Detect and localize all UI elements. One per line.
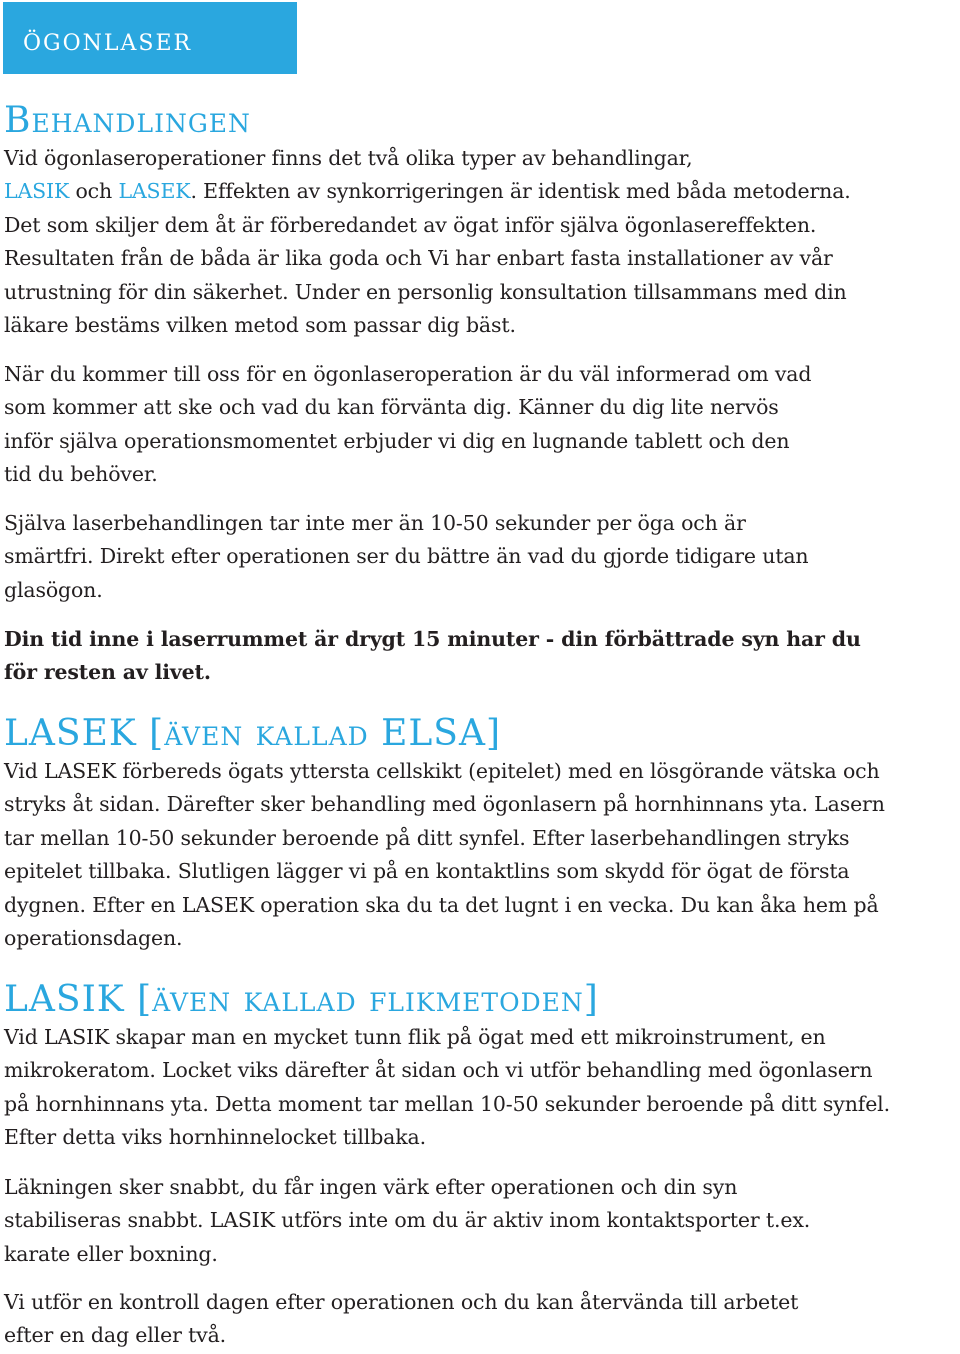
text-line: stryks åt sidan. Därefter sker behandling med ögonlasern på hornhinnans yta. Lasern — [4, 792, 885, 817]
text-line: tar mellan 10-50 sekunder beroende på ditt synfel. Efter laserbehandlingen stryks — [4, 825, 850, 850]
text-line: Själva laserbehandlingen tar inte mer än 10-50 sekunder per öga och är — [4, 511, 746, 535]
text-line: Vid LASEK förbereds ögats yttersta cellskikt (epitelet) med en lösgörande vätska och — [4, 759, 880, 783]
text-line: inför själva operationsmomentet erbjuder vi dig en lugnande tablett och den — [4, 428, 790, 453]
text-line: Vi utför en kontroll dagen efter operationen och du kan återvända till arbetet — [4, 1290, 799, 1314]
lasek-term: LASEK — [118, 179, 191, 204]
text-line: på hornhinnans yta. Detta moment tar mellan 10-50 sekunder beroende på ditt synfel. — [4, 1091, 890, 1116]
paragraph-behandlingen-duration — [4, 507, 960, 607]
text-line: läkare bestäms vilken metod som passar dig bäst. — [4, 313, 516, 338]
paragraph-lasik-healing — [4, 1171, 960, 1271]
text-line: Vid ögonlaseroperationer finns det två olika typer av behandlingar, — [4, 146, 693, 170]
heading-behandlingen: Behandlingen — [4, 100, 251, 141]
title-banner — [3, 2, 297, 74]
text-line: När du kommer till oss för en ögonlaseroperation är du väl informerad om vad — [4, 362, 812, 386]
text-line: stabiliseras snabbt. LASIK utförs inte om du är aktiv inom kontaktsporter t.ex. — [4, 1208, 811, 1233]
heading-lasik: LASIK [även kallad flikmetoden] — [4, 979, 599, 1020]
lasik-term: LASIK — [4, 179, 70, 204]
heading-lasek: LASEK [även kallad ELSA] — [4, 713, 502, 754]
text-line: smärtfri. Direkt efter operationen ser du bättre än vad du gjorde tidigare utan — [4, 544, 809, 569]
paragraph-behandlingen-arrival — [4, 358, 960, 492]
paragraph-lasik-method — [4, 1021, 960, 1155]
text-fragment: . Effekten av synkorrigeringen är identisk med båda metoderna. — [190, 179, 851, 204]
text-line: Det som skiljer dem åt är förberedandet av ögat inför själva ögonlasereffekten. — [4, 212, 817, 237]
text-line: epitelet tillbaka. Slutligen lägger vi på en kontaktlins som skydd för ögat de första — [4, 859, 850, 884]
text-line: Resultaten från de båda är lika goda och Vi har enbart fasta installationer av vår — [4, 246, 833, 271]
text-line: för resten av livet. — [4, 660, 211, 685]
text-line: efter en dag eller två. — [4, 1323, 227, 1348]
text-line: Efter detta viks hornhinnelocket tillbaka. — [4, 1125, 426, 1150]
text-line: dygnen. Efter en LASEK operation ska du ta det lugnt i en vecka. Du kan åka hem på — [4, 892, 879, 917]
text-line: karate eller boxning. — [4, 1241, 218, 1266]
text-line — [4, 175, 960, 208]
text-line: Din tid inne i laserrummet är drygt 15 minuter - din förbättrade syn har du — [4, 627, 861, 651]
page-title: ögonlaser — [23, 20, 193, 58]
paragraph-behandlingen-highlight — [4, 623, 960, 690]
text-line: utrustning för din säkerhet. Under en personlig konsultation tillsammans med din — [4, 279, 847, 304]
text-line: mikrokeratom. Locket viks därefter åt sidan och vi utför behandling med ögonlasern — [4, 1058, 873, 1083]
text-line: Läkningen sker snabbt, du får ingen värk efter operationen och din syn — [4, 1175, 738, 1199]
text-line: Vid LASIK skapar man en mycket tunn flik på ögat med ett mikroinstrument, en — [4, 1025, 826, 1049]
text-line: tid du behöver. — [4, 462, 158, 487]
text-fragment: och — [69, 179, 119, 204]
paragraph-behandlingen-intro — [4, 142, 960, 342]
paragraph-lasik-followup — [4, 1286, 960, 1353]
paragraph-lasek — [4, 755, 960, 955]
text-line: glasögon. — [4, 577, 103, 602]
text-line: som kommer att ske och vad du kan förvänta dig. Känner du dig lite nervös — [4, 395, 779, 420]
text-line: operationsdagen. — [4, 926, 183, 951]
